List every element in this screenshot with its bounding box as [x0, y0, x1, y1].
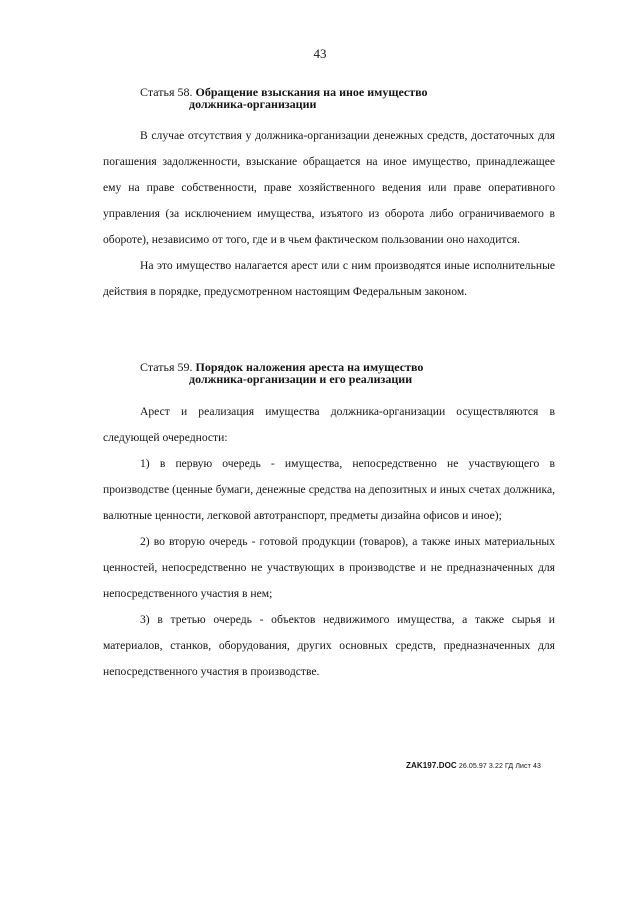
- article-58-number: Статья 58.: [140, 85, 193, 99]
- article-59-number: Статья 59.: [140, 360, 193, 374]
- article-58-title-line1: Обращение взыскания на иное имущество: [195, 85, 428, 99]
- article-59-title-line2: должника-организации и его реализации: [189, 372, 413, 386]
- article-59-heading: [140, 361, 423, 385]
- article-59-list-item-2: 2) во вторую очередь - готовой продукции (товаров), а также иных материальных ценностей, непосредственно не участвующих в производстве и не предназначенных для непосредственного участия в нем;: [103, 535, 555, 600]
- article-58-body: [103, 123, 555, 305]
- article-59-title-line1: Порядок наложения ареста на имущество: [195, 360, 424, 374]
- article-59-list-item-3: 3) в третью очередь - объектов недвижимого имущества, а также сырья и материалов, станков, оборудования, других основных средств, предназначенных для непосредственного участия в производстве.: [103, 613, 555, 678]
- article-58-paragraph-2: На это имущество налагается арест или с ним производятся иные исполнительные действия в порядке, предусмотренном настоящим Федеральным законом.: [103, 259, 555, 298]
- footer-file-code: ZAK197.DOC: [406, 761, 457, 770]
- article-59-paragraph-1: Арест и реализация имущества должника-организации осуществляются в следующей очередности:: [103, 405, 555, 444]
- article-59-list-item-1: 1) в первую очередь - имущества, непосредственно не участвующего в производстве (ценные бумаги, денежные средства на депозитных и иных счетах должника, валютные ценности, легковой автотранспорт, предметы дизайна офисов и иное);: [103, 457, 555, 522]
- footer-meta: 26.05.97 3.22 ГД Лист 43: [458, 763, 541, 770]
- document-footer: [406, 761, 541, 770]
- article-58-title-line2: должника-организации: [189, 97, 317, 111]
- article-59-body: [103, 399, 555, 685]
- article-58-paragraph-1: В случае отсутствия у должника-организации денежных средств, достаточных для погашения задолженности, взыскание обращается на иное имущество, принадлежащее ему на праве собственности, праве хозяйственного ведения или праве оперативного управления (за исключением имущества, изъятого из оборота либо ограничиваемого в обороте), независимо от того, где и в чьем фактическом пользовании оно находится.: [103, 129, 555, 246]
- page-number: 43: [313, 46, 327, 61]
- article-58-heading: [140, 86, 428, 110]
